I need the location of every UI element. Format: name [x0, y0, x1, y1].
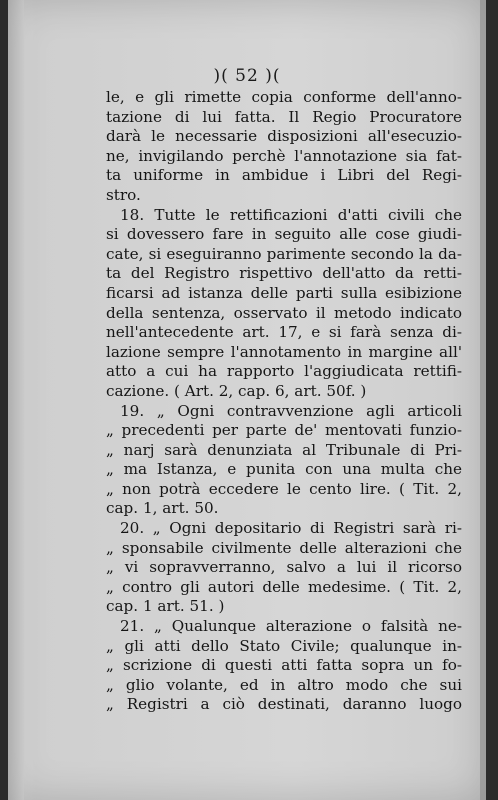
text-line: le, e gli rimette copia conforme dell'anno-: [106, 88, 462, 106]
text-line: „ Registri a ciò destinati, daranno luogo: [106, 695, 462, 714]
text-line: „ contro gli autori delle medesime. ( Tit. 2,: [106, 577, 462, 596]
text-line: „ non potrà eccedere le cento lire. ( Tit. 2,: [106, 479, 462, 498]
text-line: „ glio volante, ed in altro modo che sui: [106, 675, 462, 694]
page-number-header: )( 52 )(: [213, 66, 281, 86]
text-line: „ narj sarà denunziata al Tribunale di Pri-: [106, 440, 462, 459]
text-line: atto a cui ha rapporto l'aggiudicata rettifi-: [106, 362, 462, 381]
text-line: si dovessero fare in seguito alle cose giudi-: [106, 225, 462, 244]
text-line: darà le necessarie disposizioni all'esecuzio-: [106, 127, 462, 146]
text-line: 21. „ Qualunque alterazione o falsità ne-: [120, 617, 462, 636]
text-line: nell'antecedente art. 17, e si farà senza di-: [106, 323, 462, 342]
text-line: 20. „ Ogni depositario di Registri sarà ri-: [120, 519, 462, 538]
text-line: „ sponsabile civilmente delle alterazioni che: [106, 538, 462, 557]
text-line: ne, invigilando perchè l'annotazione sia fat-: [106, 146, 462, 165]
text-line: ta uniforme in ambidue i Libri del Regi-: [106, 166, 462, 185]
book-page: [8, 0, 486, 800]
text-line: „ precedenti per parte de' mentovati funzio-: [106, 421, 462, 440]
page-body-text: [106, 88, 462, 715]
page-right-edge: [480, 0, 486, 800]
text-line: cap. 1, art. 50.: [106, 499, 219, 518]
text-line: lazione sempre l'annotamento in margine all': [106, 342, 462, 361]
text-line: „ scrizione di questi atti fatta sopra un fo-: [106, 656, 462, 675]
text-line: „ ma Istanza, e punita con una multa che: [106, 460, 462, 479]
text-line: „ gli atti dello Stato Civile; qualunque in-: [106, 636, 462, 655]
text-line: 18. Tutte le rettificazioni d'atti civili che: [120, 205, 462, 224]
text-line: tazione di lui fatta. Il Regio Procuratore: [106, 107, 462, 126]
text-line: ta del Registro rispettivo dell'atto da retti-: [106, 264, 462, 283]
text-line: cap. 1 art. 51. ): [106, 597, 225, 616]
text-line: della sentenza, osservato il metodo indicato: [106, 303, 462, 322]
text-line: „ vi sopravverranno, salvo a lui il ricorso: [106, 558, 462, 577]
page-left-edge: [8, 0, 24, 800]
text-line: cazione. ( Art. 2, cap. 6, art. 50f. ): [106, 381, 367, 400]
text-line: ficarsi ad istanza delle parti sulla esibizione: [106, 283, 462, 302]
text-line: stro.: [106, 185, 141, 204]
text-line: 19. „ Ogni contravvenzione agli articoli: [120, 401, 462, 420]
text-line: cate, si eseguiranno parimente secondo la da-: [106, 244, 462, 263]
